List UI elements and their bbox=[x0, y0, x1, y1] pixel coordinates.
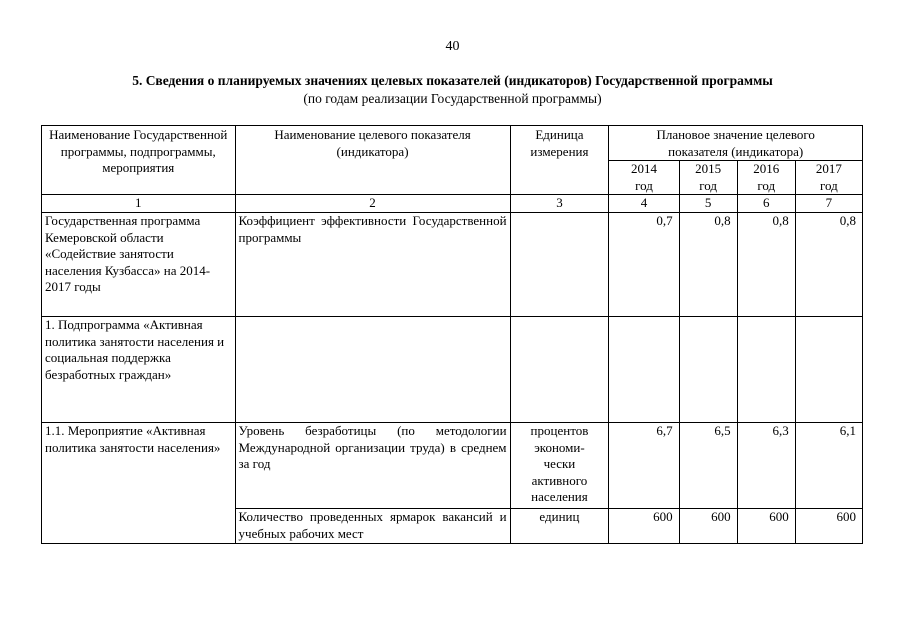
header-program-name: Наименование Государственной программы, подпрограммы, мероприятия bbox=[42, 126, 236, 195]
value-cell: 6,1 bbox=[795, 423, 862, 509]
value-cell bbox=[609, 317, 679, 423]
column-number: 4 bbox=[609, 195, 679, 213]
column-number: 7 bbox=[795, 195, 862, 213]
value-cell: 600 bbox=[737, 509, 795, 544]
value-cell: 0,7 bbox=[609, 213, 679, 317]
value-cell bbox=[679, 317, 737, 423]
value-cell: 600 bbox=[609, 509, 679, 544]
section-title: 5. Сведения о планируемых значениях целевых показателей (индикаторов) Государственной программы bbox=[132, 73, 773, 88]
column-number: 6 bbox=[737, 195, 795, 213]
header-year-2014: 2014 год bbox=[609, 161, 679, 195]
unit-cell bbox=[510, 213, 609, 317]
header-indicator-name: Наименование целевого показателя (индикатора) bbox=[235, 126, 510, 195]
value-cell bbox=[737, 317, 795, 423]
header-year-2016: 2016 год bbox=[737, 161, 795, 195]
value-cell: 6,7 bbox=[609, 423, 679, 509]
table-row bbox=[42, 317, 863, 423]
program-cell: Государственная программа Кемеровской области «Содействие занятости населения Кузбасса» на 2014-2017 годы bbox=[42, 213, 236, 317]
program-cell: 1.1. Мероприятие «Активная политика занятости населения» bbox=[42, 423, 236, 544]
column-number: 3 bbox=[510, 195, 609, 213]
column-number: 1 bbox=[42, 195, 236, 213]
indicator-cell: Уровень безработицы (по методологии Международной организации труда) в среднем за год bbox=[235, 423, 510, 509]
indicator-cell: Коэффициент эффективности Государственной программы bbox=[235, 213, 510, 317]
indicator-cell: Количество проведенных ярмарок вакансий и учебных рабочих мест bbox=[235, 509, 510, 544]
value-cell: 600 bbox=[795, 509, 862, 544]
value-cell: 6,5 bbox=[679, 423, 737, 509]
section-subtitle: (по годам реализации Государственной программы) bbox=[303, 91, 602, 106]
unit-cell: процентов экономи- чески активного населения bbox=[510, 423, 609, 509]
column-number: 2 bbox=[235, 195, 510, 213]
unit-cell: единиц bbox=[510, 509, 609, 544]
header-row-1 bbox=[42, 126, 863, 161]
indicators-table bbox=[41, 125, 863, 544]
header-planned-value: Плановое значение целевого показателя (индикатора) bbox=[609, 126, 863, 161]
header-year-2015: 2015 год bbox=[679, 161, 737, 195]
program-cell: 1. Подпрограмма «Активная политика занятости населения и социальная поддержка безработных граждан» bbox=[42, 317, 236, 423]
value-cell: 0,8 bbox=[679, 213, 737, 317]
unit-cell bbox=[510, 317, 609, 423]
value-cell: 0,8 bbox=[795, 213, 862, 317]
column-number-row bbox=[42, 195, 863, 213]
value-cell: 6,3 bbox=[737, 423, 795, 509]
column-number: 5 bbox=[679, 195, 737, 213]
header-unit: Единица измерения bbox=[510, 126, 609, 195]
table-row bbox=[42, 213, 863, 317]
value-cell bbox=[795, 317, 862, 423]
table-row bbox=[42, 423, 863, 509]
header-year-2017: 2017 год bbox=[795, 161, 862, 195]
value-cell: 0,8 bbox=[737, 213, 795, 317]
value-cell: 600 bbox=[679, 509, 737, 544]
page-number: 40 bbox=[445, 39, 460, 54]
indicator-cell bbox=[235, 317, 510, 423]
